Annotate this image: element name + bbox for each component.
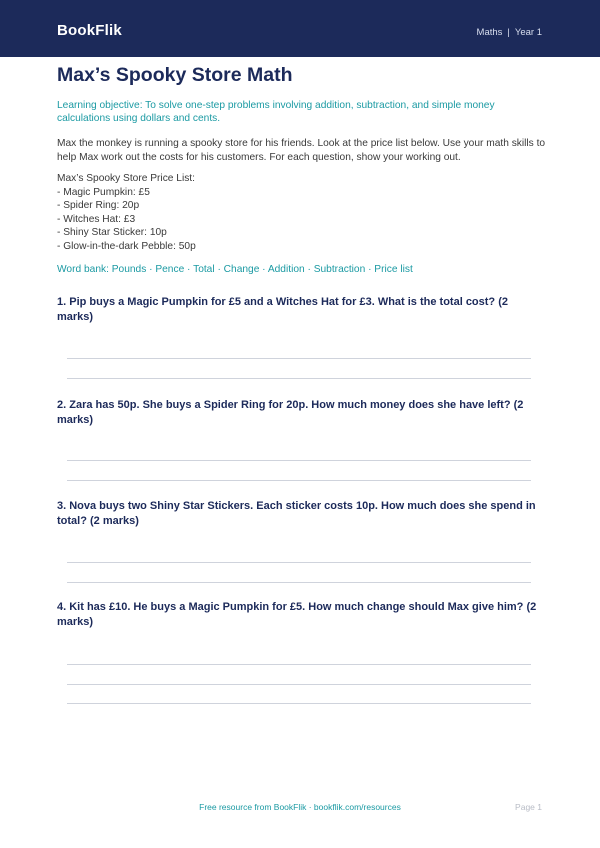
price-list-item: - Witches Hat: £3 xyxy=(57,213,136,225)
price-list-heading: Max’s Spooky Store Price List: xyxy=(57,173,195,184)
learning-objective: Learning objective: To solve one-step problems involving addition, subtraction, and simple money calculations using dollars and cents. xyxy=(57,100,495,125)
price-list-item: - Glow-in-the-dark Pebble: 50p xyxy=(57,240,196,252)
price-list-item: - Spider Ring: 20p xyxy=(57,200,140,212)
word-bank: Word bank: Pounds · Pence · Total · Change · Addition · Subtraction · Price list xyxy=(57,264,413,275)
answer-line[interactable] xyxy=(67,480,531,481)
subject-label: Maths xyxy=(476,27,503,38)
page-title: Max’s Spooky Store Math xyxy=(57,64,293,86)
answer-line[interactable] xyxy=(67,582,531,583)
answer-line[interactable] xyxy=(67,378,531,379)
answer-line[interactable] xyxy=(67,664,531,665)
answer-line[interactable] xyxy=(67,460,531,461)
footer-text[interactable]: Free resource from BookFlik · bookflik.com/resources xyxy=(199,802,401,812)
page-number: Page 1 xyxy=(515,802,542,812)
meta-separator: | xyxy=(507,27,510,38)
price-list-item: - Magic Pumpkin: £5 xyxy=(57,186,150,198)
answer-line[interactable] xyxy=(67,684,531,685)
answer-line[interactable] xyxy=(67,562,531,563)
answer-line[interactable] xyxy=(67,703,531,704)
year-label: Year 1 xyxy=(514,27,542,38)
brand-logo: BookFlik xyxy=(57,22,122,39)
question-3: 3. Nova buys two Shiny Star Stickers. Each sticker costs 10p. How much does she spend in total? (2 marks) xyxy=(57,500,536,527)
question-1: 1. Pip buys a Magic Pumpkin for £5 and a Witches Hat for £3. What is the total cost? (2 marks) xyxy=(57,296,508,323)
question-2: 2. Zara has 50p. She buys a Spider Ring for 20p. How much money does she have left? (2 marks) xyxy=(57,399,524,426)
price-list xyxy=(57,172,196,254)
intro-text: Max the monkey is running a spooky store for his friends. Look at the price list below. Use your math skills to help Max work out the costs for his customers. For each question, show your working out. xyxy=(57,138,546,163)
header-meta xyxy=(477,27,542,38)
answer-line[interactable] xyxy=(67,358,531,359)
page-header xyxy=(0,0,600,57)
question-4: 4. Kit has £10. He buys a Magic Pumpkin for £5. How much change should Max give him? (2 marks) xyxy=(57,601,537,628)
price-list-item: - Shiny Star Sticker: 10p xyxy=(57,227,167,239)
